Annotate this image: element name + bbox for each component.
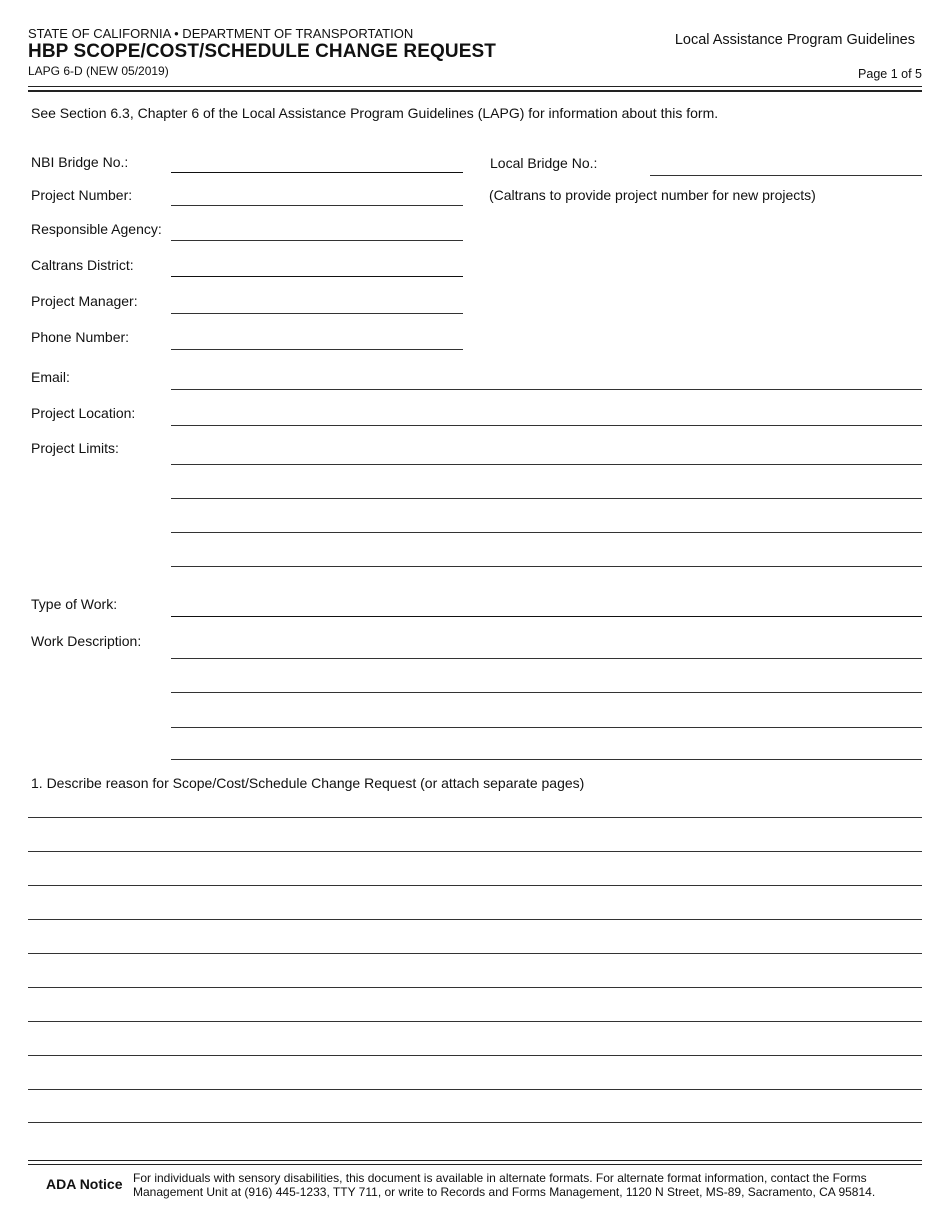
footer-divider [28, 1160, 922, 1161]
project-limits-label: Project Limits: [31, 440, 119, 456]
intro-text: See Section 6.3, Chapter 6 of the Local Assistance Program Guidelines (LAPG) for information about this form. [31, 105, 719, 121]
reason-line-6[interactable] [28, 987, 922, 988]
type-of-work-label: Type of Work: [31, 596, 118, 612]
nbi-bridge-label: NBI Bridge No.: [31, 154, 129, 170]
work-description-line-3[interactable] [171, 727, 922, 728]
project-number-field[interactable] [171, 205, 463, 206]
reason-line-9[interactable] [28, 1089, 922, 1090]
reason-prompt: 1. Describe reason for Scope/Cost/Schedule Change Request (or attach separate pages) [31, 775, 585, 791]
reason-line-4[interactable] [28, 919, 922, 920]
responsible-agency-label: Responsible Agency: [31, 221, 162, 237]
project-location-field[interactable] [171, 425, 922, 426]
project-location-label: Project Location: [31, 405, 136, 421]
work-description-line-2[interactable] [171, 692, 922, 693]
email-label: Email: [31, 369, 70, 385]
ada-notice-title: ADA Notice [46, 1176, 123, 1192]
form-title: HBP SCOPE/COST/SCHEDULE CHANGE REQUEST [28, 41, 496, 62]
header-divider-thick [28, 90, 922, 92]
form-code: LAPG 6-D (NEW 05/2019) [28, 64, 169, 78]
local-bridge-field[interactable] [650, 175, 922, 176]
project-limits-line-2[interactable] [171, 498, 922, 499]
reason-line-3[interactable] [28, 885, 922, 886]
phone-number-label: Phone Number: [31, 329, 130, 345]
work-description-line-4[interactable] [171, 759, 922, 760]
work-description-line-1[interactable] [171, 658, 922, 659]
responsible-agency-field[interactable] [171, 240, 463, 241]
local-bridge-label: Local Bridge No.: [490, 155, 598, 171]
project-number-note: (Caltrans to provide project number for new projects) [489, 187, 816, 203]
project-limits-line-3[interactable] [171, 532, 922, 533]
nbi-bridge-field[interactable] [171, 172, 463, 173]
reason-line-1[interactable] [28, 817, 922, 818]
caltrans-district-field[interactable] [171, 276, 463, 277]
email-field[interactable] [171, 389, 922, 390]
reason-line-2[interactable] [28, 851, 922, 852]
project-limits-line-1[interactable] [171, 464, 922, 465]
type-of-work-field[interactable] [171, 616, 922, 617]
header-divider [28, 86, 922, 87]
page-number: Page 1 of 5 [858, 67, 922, 81]
project-manager-label: Project Manager: [31, 293, 138, 309]
caltrans-district-label: Caltrans District: [31, 257, 134, 273]
reason-line-8[interactable] [28, 1055, 922, 1056]
reason-line-7[interactable] [28, 1021, 922, 1022]
project-limits-line-4[interactable] [171, 566, 922, 567]
guidelines-label: Local Assistance Program Guidelines [674, 32, 915, 48]
project-number-label: Project Number: [31, 187, 133, 203]
phone-number-field[interactable] [171, 349, 463, 350]
work-description-label: Work Description: [31, 633, 142, 649]
ada-notice-text: For individuals with sensory disabilities, this document is available in alternate formats. For alternate format information, contact the Forms Management Unit at (916) 445-1233, TTY 711, or write to Records and Forms Management, 1120 N Street, MS-89, Sacramento, CA 95814. [133, 1171, 876, 1199]
project-manager-field[interactable] [171, 313, 463, 314]
footer-divider-2 [28, 1164, 922, 1165]
reason-line-5[interactable] [28, 953, 922, 954]
agency-line: STATE OF CALIFORNIA • DEPARTMENT OF TRANSPORTATION [28, 26, 414, 41]
reason-line-10[interactable] [28, 1122, 922, 1123]
